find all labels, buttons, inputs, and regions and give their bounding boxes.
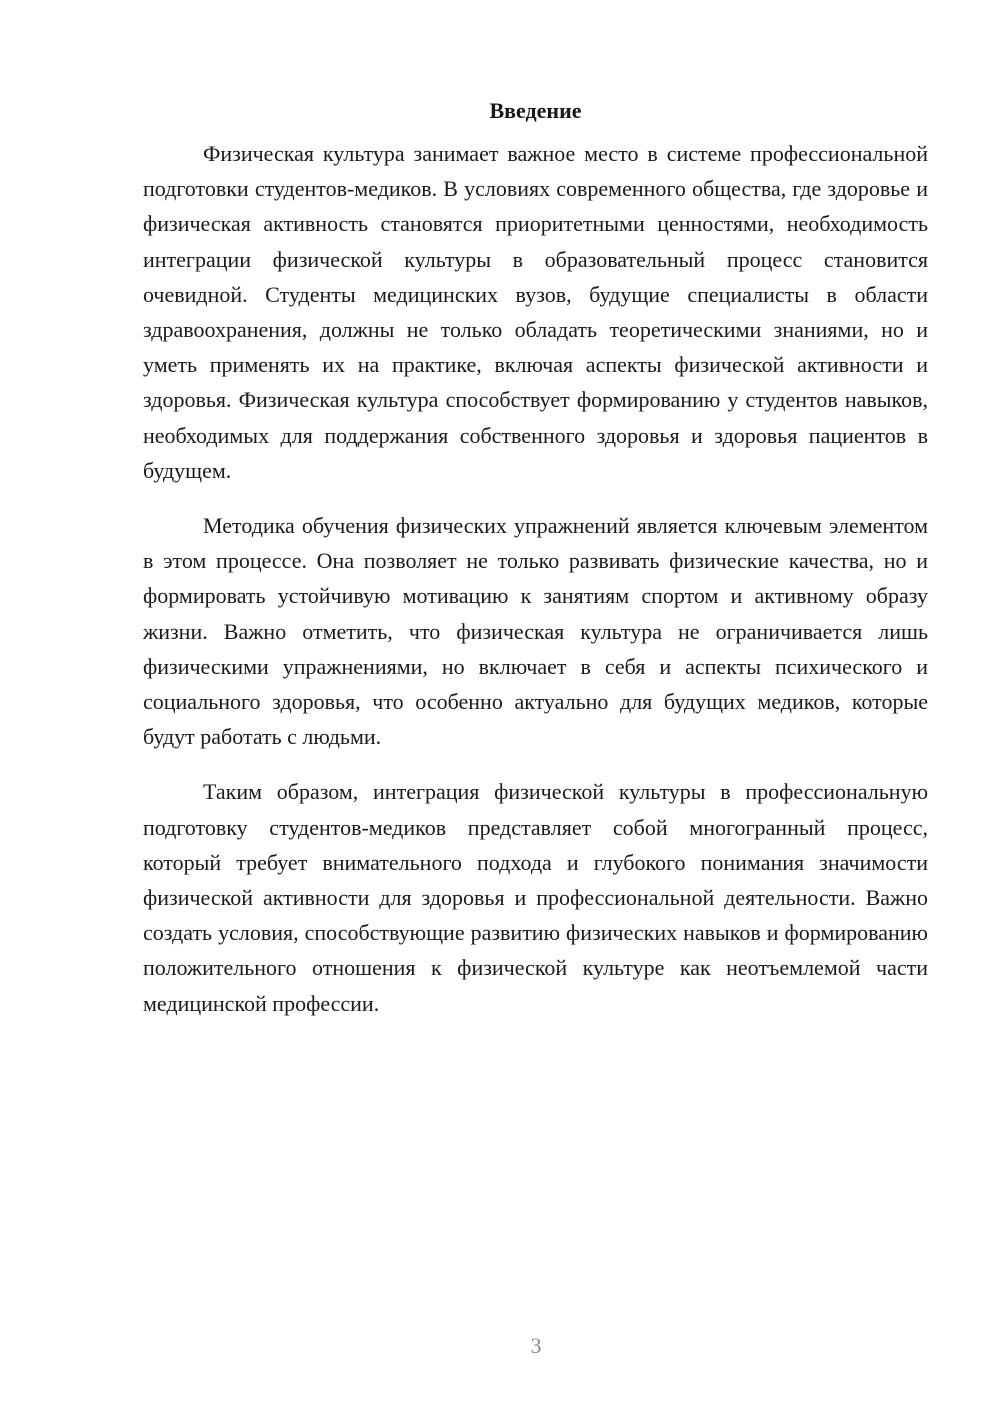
page-number: 3: [530, 1333, 542, 1358]
paragraph-2: Методика обучения физических упражнений является ключевым элементом в этом процессе. Она позволяет не только развивать физические качества, но и формировать устойчивую мотивацию к занятиям спортом и активному образу жизни. Важно отметить, что физическая культура не ограничивается лишь физическими упражнениями, но включает в себя и аспекты психического и социального здоровья, что особенно актуально для будущих медиков, которые будут работать с людьми.: [143, 513, 928, 750]
page-content: [143, 96, 928, 1021]
paragraph-3: Таким образом, интеграция физической культуры в профессиональную подготовку студентов-медиков представляет собой многогранный процесс, который требует внимательного подхода и глубокого понимания значимости физической активности для здоровья и профессиональной деятельности. Важно создать условия, способствующие развитию физических навыков и формированию положительного отношения к физической культуре как неотъемлемой части медицинской профессии.: [143, 779, 928, 1016]
section-title: Введение: [489, 98, 582, 123]
paragraph-1: Физическая культура занимает важное место в системе профессиональной подготовки студентов-медиков. В условиях современного общества, где здоровье и физическая активность становятся приоритетными ценностями, необходимость интеграции физической культуры в образовательный процесс становится очевидной. Студенты медицинских вузов, будущие специалисты в области здравоохранения, должны не только обладать теоретическими знаниями, но и уметь применять их на практике, включая аспекты физической активности и здоровья. Физическая культура способствует формированию у студентов навыков, необходимых для поддержания собственного здоровья и здоровья пациентов в будущем.: [143, 141, 928, 483]
